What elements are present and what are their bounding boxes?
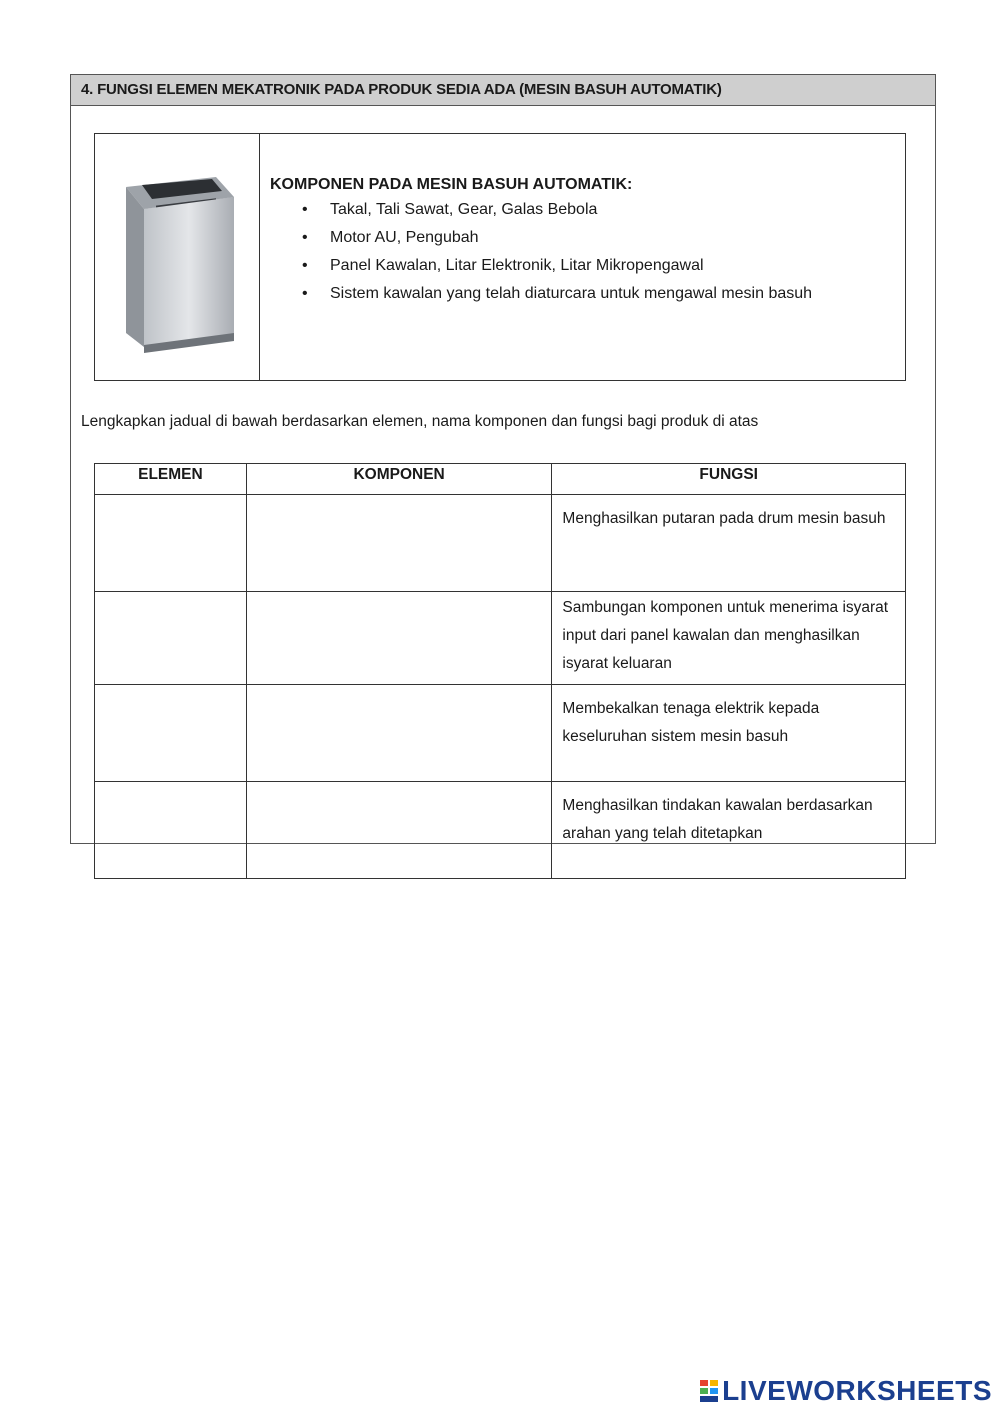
liveworksheets-logo-icon	[700, 1380, 718, 1402]
table-row	[95, 782, 906, 879]
table-row	[95, 592, 906, 685]
fungsi-cell: Membekalkan tenaga elektrik kepada keseluruhan sistem mesin basuh	[552, 685, 906, 782]
table-row	[95, 685, 906, 782]
table-row	[95, 495, 906, 592]
table-header-row	[95, 464, 906, 495]
section-title: 4. FUNGSI ELEMEN MEKATRONIK PADA PRODUK SEDIA ADA (MESIN BASUH AUTOMATIK)	[71, 75, 935, 106]
header-fungsi: FUNGSI	[552, 464, 906, 495]
list-item: • Takal, Tali Sawat, Gear, Galas Bebola	[302, 201, 598, 218]
fungsi-cell: Menghasilkan tindakan kawalan berdasarkan arahan yang telah ditetapkan	[552, 782, 906, 879]
components-info-box	[94, 133, 906, 381]
fungsi-cell: Sambungan komponen untuk menerima isyarat input dari panel kawalan dan menghasilkan isyarat keluaran	[552, 592, 906, 685]
components-heading: KOMPONEN PADA MESIN BASUH AUTOMATIK:	[270, 176, 633, 193]
elemen-answer-cell[interactable]	[95, 782, 247, 879]
washing-machine-icon	[112, 157, 242, 357]
bullet-icon: •	[302, 285, 308, 302]
components-text	[260, 134, 812, 380]
list-item: • Motor AU, Pengubah	[302, 229, 479, 246]
komponen-answer-cell[interactable]	[246, 782, 552, 879]
washing-machine-image	[95, 134, 260, 380]
elemen-answer-cell[interactable]	[95, 685, 247, 782]
header-elemen: ELEMEN	[95, 464, 247, 495]
komponen-answer-cell[interactable]	[246, 685, 552, 782]
logo-text: LIVEWORKSHEETS	[722, 1375, 992, 1406]
liveworksheets-logo	[700, 1375, 992, 1407]
bullet-icon: •	[302, 257, 308, 274]
elemen-answer-cell[interactable]	[95, 592, 247, 685]
answer-table	[94, 463, 906, 879]
instruction-text: Lengkapkan jadual di bawah berdasarkan elemen, nama komponen dan fungsi bagi produk di atas	[81, 413, 759, 430]
header-komponen: KOMPONEN	[246, 464, 552, 495]
bullet-icon: •	[302, 201, 308, 218]
komponen-answer-cell[interactable]	[246, 592, 552, 685]
elemen-answer-cell[interactable]	[95, 495, 247, 592]
worksheet-section	[70, 74, 936, 844]
list-item: • Panel Kawalan, Litar Elektronik, Litar Mikropengawal	[302, 257, 704, 274]
komponen-answer-cell[interactable]	[246, 495, 552, 592]
components-list	[270, 200, 812, 304]
bullet-icon: •	[302, 229, 308, 246]
fungsi-cell: Menghasilkan putaran pada drum mesin basuh	[552, 495, 906, 592]
list-item: • Sistem kawalan yang telah diaturcara untuk mengawal mesin basuh	[302, 285, 813, 302]
